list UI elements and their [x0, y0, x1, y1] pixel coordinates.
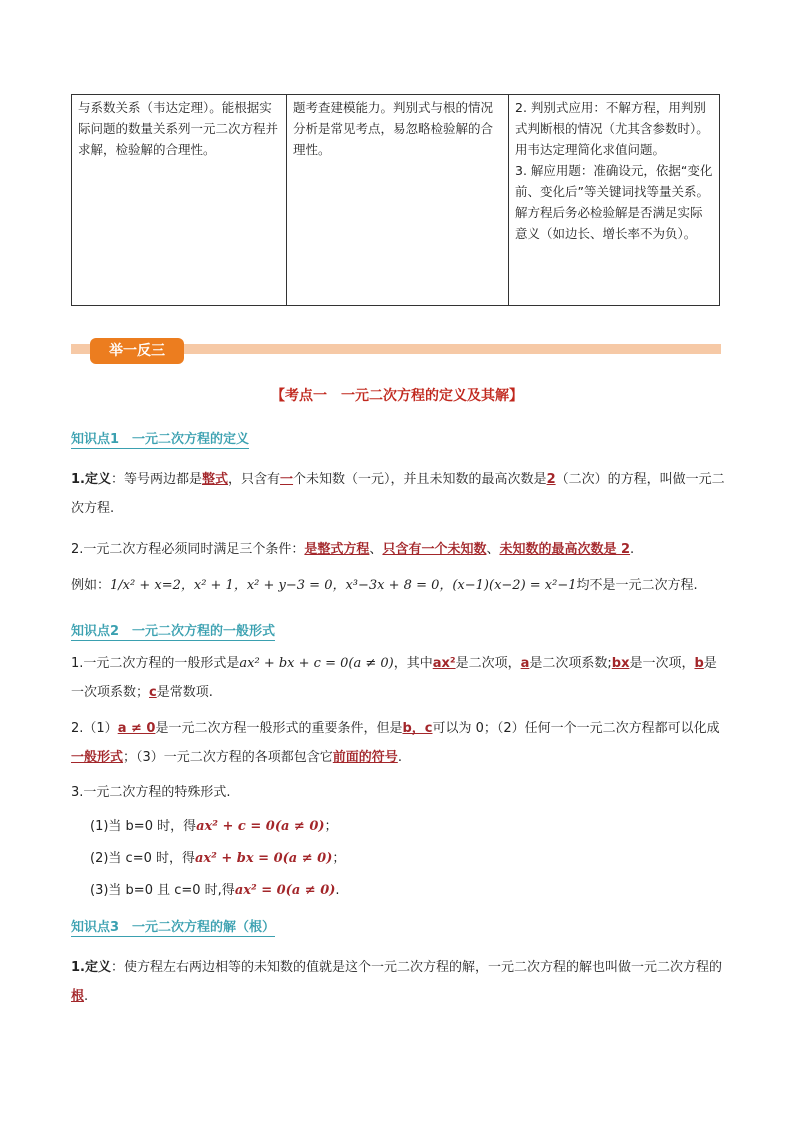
kp2-p1-text-d: 是二次项系数; [529, 656, 612, 671]
kp1-cond-sep-2: 、 [486, 542, 500, 557]
kp1-conditions [71, 538, 634, 557]
kp2-s1-math: ax² + c = 0(a ≠ 0) [196, 819, 325, 834]
kp1-def-text-d: （二次）的方程，叫做一元二次方程. [71, 472, 725, 516]
kp2-p1-text-b: ，其中 [393, 656, 433, 671]
kp3-def-label: 1.定义 [71, 960, 111, 975]
kp1-example-end: 均不是一元二次方程. [576, 578, 698, 593]
table-cell-2: 题考查建模能力。判别式与根的情况分析是常见考点，易忽略检验解的合理性。 [287, 95, 509, 305]
section-banner [71, 338, 721, 364]
kp2-s2-text: (2)当 c=0 时，得 [90, 851, 195, 866]
kp1-cond-text: 2.一元二次方程必须同时满足三个条件： [71, 542, 305, 557]
kp2-special-form-3 [90, 879, 340, 898]
kp3-def-text: ：使方程左右两边相等的未知数的值就是这个一元二次方程的解，一元二次方程的解也叫做一元二次方程的 [110, 960, 722, 975]
table-cell-3 [509, 95, 719, 305]
kp2-p1-key-4: b [694, 656, 704, 671]
kp1-def-label: 1.定义 [71, 472, 111, 487]
kp2-p2-text-a: 2.（1） [71, 721, 118, 736]
table-cell-1: 与系数关系（韦达定理）。能根据实际问题的数量关系列一元二次方程并求解，检验解的合理性。 [72, 95, 287, 305]
kp1-cond-sep-1: 、 [369, 542, 383, 557]
kp2-s3-math: ax² = 0(a ≠ 0) [234, 883, 336, 898]
kp2-p1-key-1: ax² [432, 656, 456, 671]
kp2-p2-key-4: 前面的符号 [332, 750, 398, 765]
kp2-s3-text: (3)当 b=0 且 c=0 时,得 [90, 883, 235, 898]
kp1-example-label: 例如： [71, 578, 111, 593]
kp2-p1-text-f: 是一次项系数； [71, 656, 717, 700]
kp2-special-forms-heading: 3.一元二次方程的特殊形式. [71, 785, 231, 800]
kp2-s2-math: ax² + bx = 0(a ≠ 0) [195, 851, 333, 866]
kp1-cond-key-3: 未知数的最高次数是 2 [499, 542, 631, 557]
summary-table [71, 94, 720, 306]
kp2-special-form-2 [90, 847, 345, 866]
kp1-def-key-2: 一 [280, 472, 294, 487]
kp2-p1-key-5: c [149, 685, 157, 700]
table-cell-3-para-2: 3. 解应用题：准确设元，依据“变化前、变化后”等关键词找等量关系。解方程后务必检验解是否满足实际意义（如边长、增长率不为负）。 [515, 163, 713, 241]
kp1-def-text-b: ，只含有 [228, 472, 281, 487]
kp2-p2-text-b: 是一元二次方程一般形式的重要条件，但是 [155, 721, 403, 736]
kp2-s2-end: ； [332, 851, 346, 866]
kp2-p2-text-e: . [397, 750, 402, 765]
kp2-general-form [71, 649, 726, 707]
kp2-p2-key-1: a ≠ 0 [117, 721, 156, 736]
kp2-p1-text-a: 1.一元二次方程的一般形式是 [71, 656, 240, 671]
kp3-def-key: 根 [71, 989, 85, 1004]
kp2-p2-key-3: 一般形式 [71, 750, 124, 765]
kp2-p1-key-3: bx [611, 656, 630, 671]
kp1-def-key-1: 整式 [202, 472, 229, 487]
kp2-p1-text-e: 是一次项， [629, 656, 695, 671]
kp2-s3-end: . [335, 883, 340, 898]
table-cell-3-para-1: 2. 判别式应用：不解方程，用判别式判断根的情况（尤其含参数时）。用韦达定理简化求值问题。 [515, 100, 709, 157]
kp1-example-math: 1/x² + x=2，x² + 1，x² + y−3 = 0，x³−3x + 8 = 0，(x−1)(x−2) = x²−1 [110, 578, 577, 593]
kp3-title: 知识点3 一元二次方程的解（根） [71, 916, 275, 937]
kp1-example [71, 574, 698, 593]
kp2-p1-key-2: a [520, 656, 530, 671]
kp2-p2-key-2: b，c [402, 721, 433, 736]
kp2-p1-text-g: 是常数项. [156, 685, 213, 700]
kp1-title: 知识点1 一元二次方程的定义 [71, 428, 249, 449]
section-title: 【考点一 一元二次方程的定义及其解】 [271, 388, 523, 404]
kp1-cond-key-1: 是整式方程 [304, 542, 370, 557]
kp2-s1-end: ； [324, 819, 338, 834]
kp2-p2-text-d: ；（3）一元二次方程的各项都包含它 [123, 750, 333, 765]
kp3-def-end: . [84, 989, 89, 1004]
kp1-cond-end: . [630, 542, 635, 557]
kp2-p1-text-c: 是二次项， [455, 656, 521, 671]
kp1-def-text-c: 个未知数（一元），并且未知数的最高次数是 [293, 472, 547, 487]
kp1-def-text-a: ：等号两边都是 [110, 472, 202, 487]
kp1-definition [71, 465, 726, 523]
kp1-cond-key-2: 只含有一个未知数 [382, 542, 487, 557]
kp2-s1-text: (1)当 b=0 时，得 [90, 819, 197, 834]
banner-tag: 举一反三 [90, 338, 184, 364]
kp2-special-form-1 [90, 815, 338, 834]
kp3-definition [71, 953, 726, 1011]
kp2-p2-text-c: 可以为 0；（2）任何一个一元二次方程都可以化成 [432, 721, 720, 736]
kp2-title: 知识点2 一元二次方程的一般形式 [71, 620, 275, 641]
kp2-notes [71, 714, 726, 772]
kp2-p1-math: ax² + bx + c = 0(a ≠ 0) [239, 656, 394, 671]
kp1-def-key-3: 2 [546, 472, 556, 487]
